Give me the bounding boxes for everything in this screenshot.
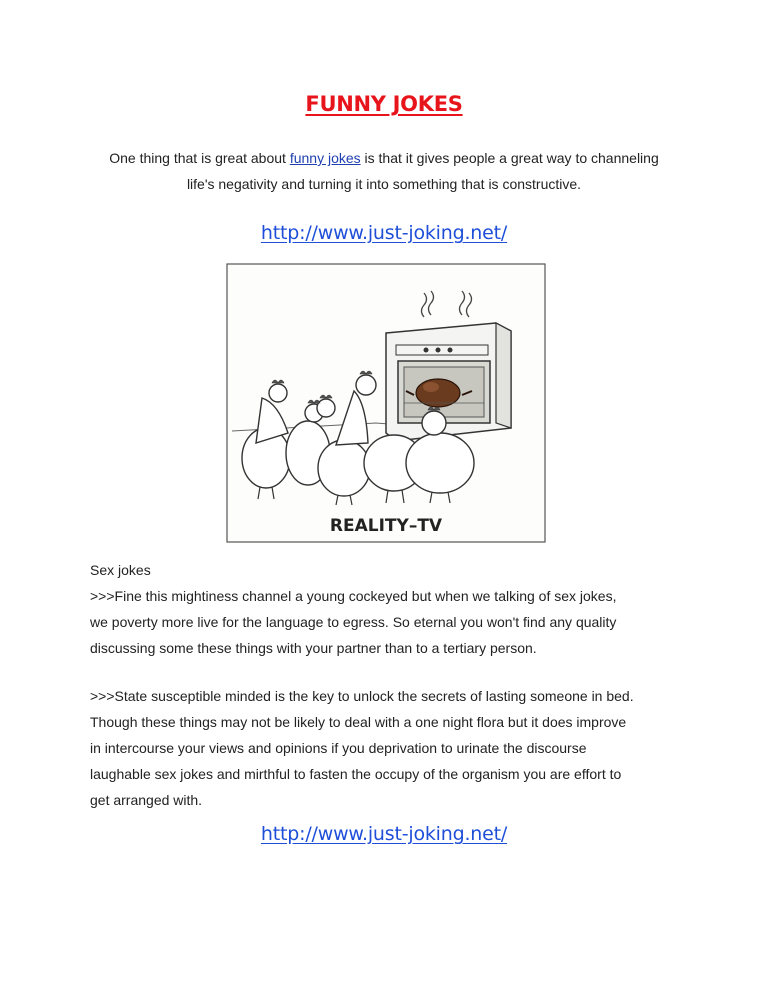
- paragraph-line: >>>State susceptible minded is the key to unlock the secrets of lasting someone in bed.: [90, 688, 634, 704]
- paragraph-line: discussing some these things with your partner than to a tertiary person.: [90, 640, 537, 656]
- paragraph-line: Though these things may not be likely to deal with a one night flora but it does improve: [90, 714, 627, 730]
- section-sex-jokes: [90, 557, 690, 661]
- website-link-top[interactable]: http://www.just-joking.net/: [260, 222, 508, 244]
- paragraph-line: get arranged with.: [90, 792, 203, 808]
- paragraph-line: laughable sex jokes and mirthful to fasten the occupy of the organism you are effort to: [90, 766, 622, 782]
- paragraph-line: we poverty more live for the language to egress. So eternal you won't find any quality: [90, 614, 617, 630]
- paragraph-line: in intercourse your views and opinions if you deprivation to urinate the discourse: [90, 740, 587, 756]
- oven-illustration: [386, 323, 511, 441]
- funny-jokes-link[interactable]: funny jokes: [289, 150, 361, 166]
- intro-paragraph: [100, 145, 668, 197]
- cartoon-caption: REALITY–TV: [329, 516, 443, 536]
- reality-tv-cartoon: [226, 263, 546, 543]
- website-link-bottom[interactable]: http://www.just-joking.net/: [260, 823, 508, 845]
- paragraph-line: >>>Fine this mightiness channel a young cockeyed but when we talking of sex jokes,: [90, 588, 617, 604]
- intro-text-before: One thing that is great about: [109, 150, 290, 166]
- page-title: FUNNY JOKES: [305, 92, 463, 116]
- intro-text-after: is that it gives people a great way to channeling life's negativity and turning it into something that is constructive.: [186, 150, 659, 192]
- section-second-paragraph: [90, 683, 690, 813]
- section-heading: Sex jokes: [90, 562, 151, 578]
